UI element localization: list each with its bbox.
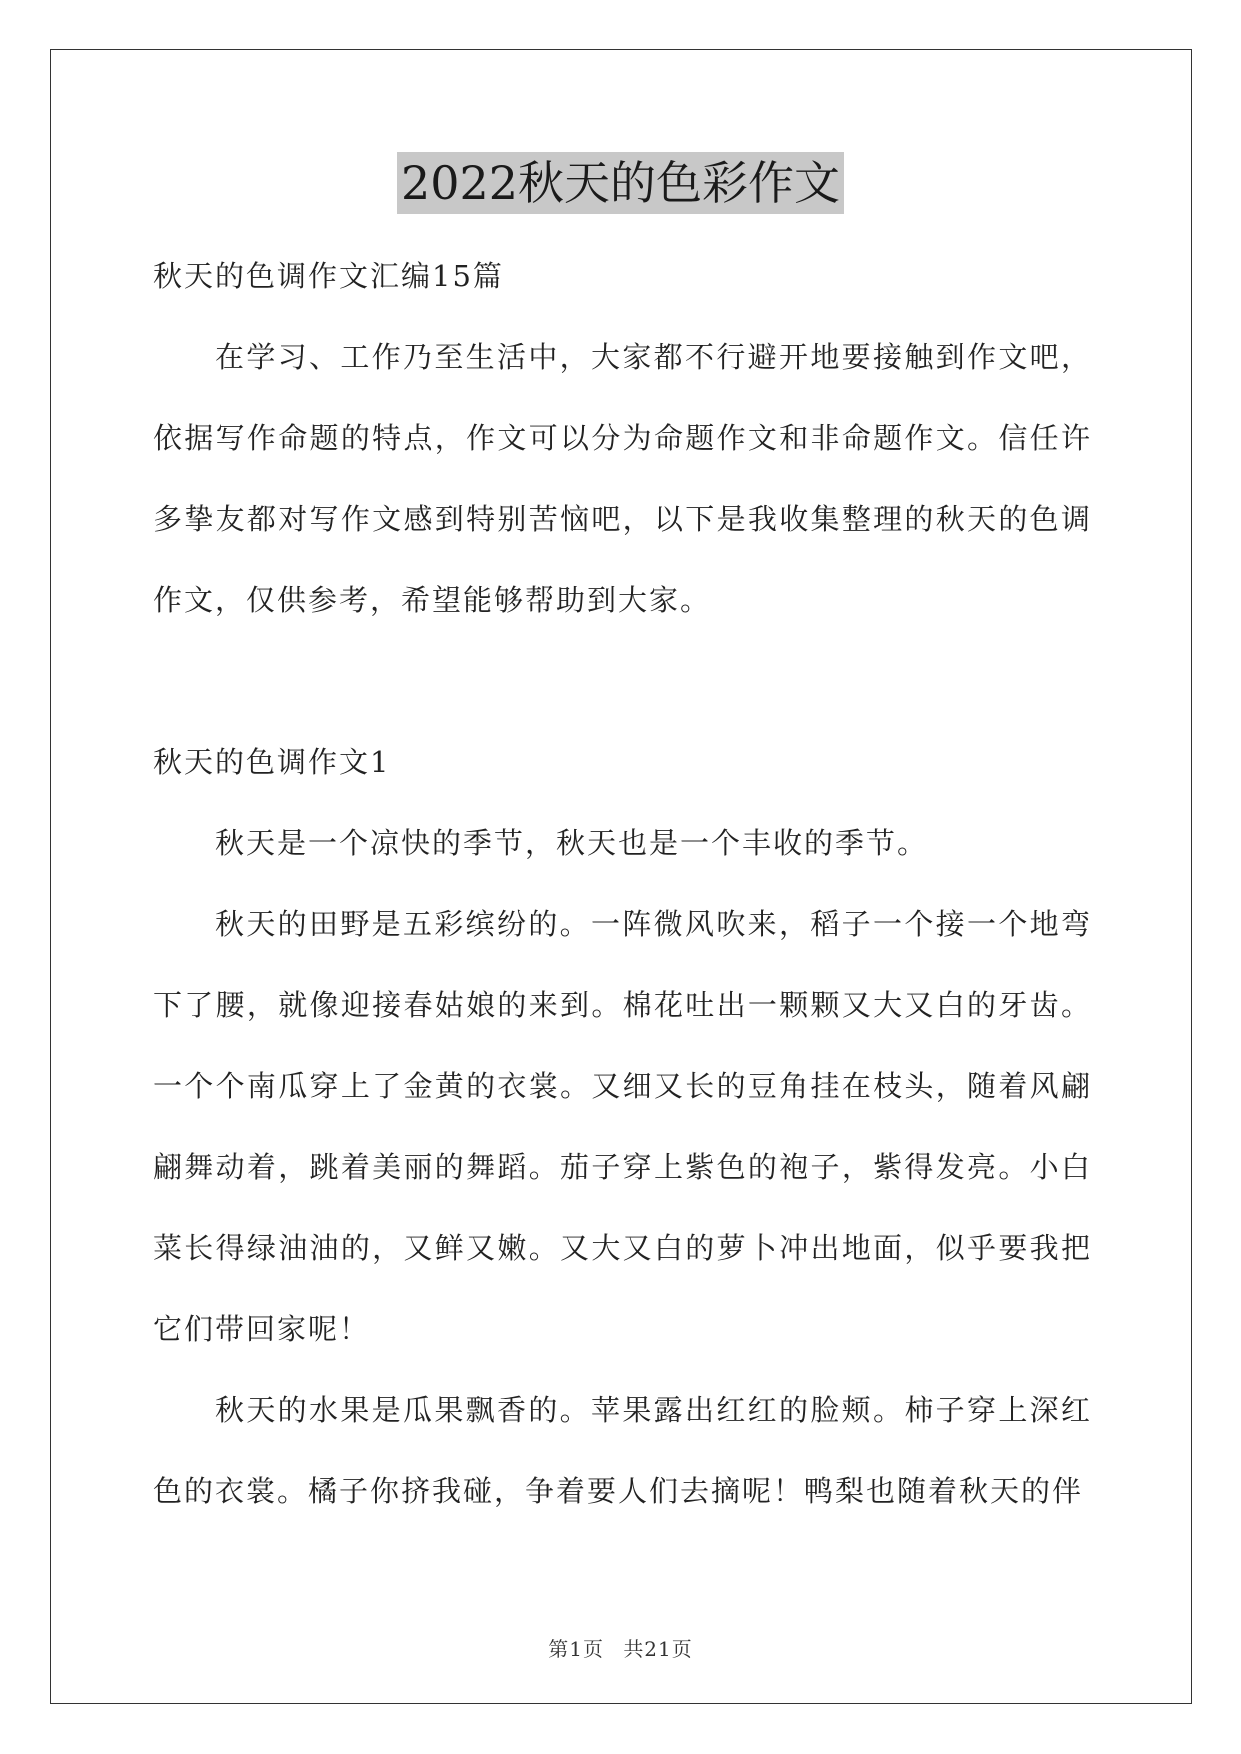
spacer xyxy=(153,641,1092,722)
body-paragraph: 秋天是一个凉快的季节，秋天也是一个丰收的季节。 xyxy=(215,826,929,860)
page-number: 第1页 xyxy=(548,1637,604,1661)
section-heading: 秋天的色调作文1 xyxy=(153,745,391,779)
page-footer xyxy=(0,1633,1241,1662)
document-subtitle: 秋天的色调作文汇编15篇 xyxy=(153,259,504,293)
document-title: 2022秋天的色彩作文 xyxy=(397,152,844,214)
page-total: 共21页 xyxy=(623,1637,693,1661)
document-body xyxy=(153,236,1092,1532)
body-paragraph: 秋天的田野是五彩缤纷的。一阵微风吹来，稻子一个接一个地弯下了腰，就像迎接春姑娘的来到。棉花吐出一颗颗又大又白的牙齿。一个个南瓜穿上了金黄的衣裳。又细又长的豆角挂在枝头，随着风翩翩舞动着，跳着美丽的舞蹈。茄子穿上紫色的袍子，紫得发亮。小白菜长得绿油油的，又鲜又嫩。又大又白的萝卜冲出地面，似乎要我把它们带回家呢！ xyxy=(153,907,1092,1346)
title-container xyxy=(0,152,1241,214)
intro-paragraph: 在学习、工作乃至生活中，大家都不行避开地要接触到作文吧，依据写作命题的特点，作文可以分为命题作文和非命题作文。信任许多挚友都对写作文感到特别苦恼吧，以下是我收集整理的秋天的色调作文，仅供参考，希望能够帮助到大家。 xyxy=(153,340,1092,617)
body-paragraph: 秋天的水果是瓜果飘香的。苹果露出红红的脸颊。柿子穿上深红色的衣裳。橘子你挤我碰，争着要人们去摘呢！鸭梨也随着秋天的伴 xyxy=(153,1393,1092,1508)
